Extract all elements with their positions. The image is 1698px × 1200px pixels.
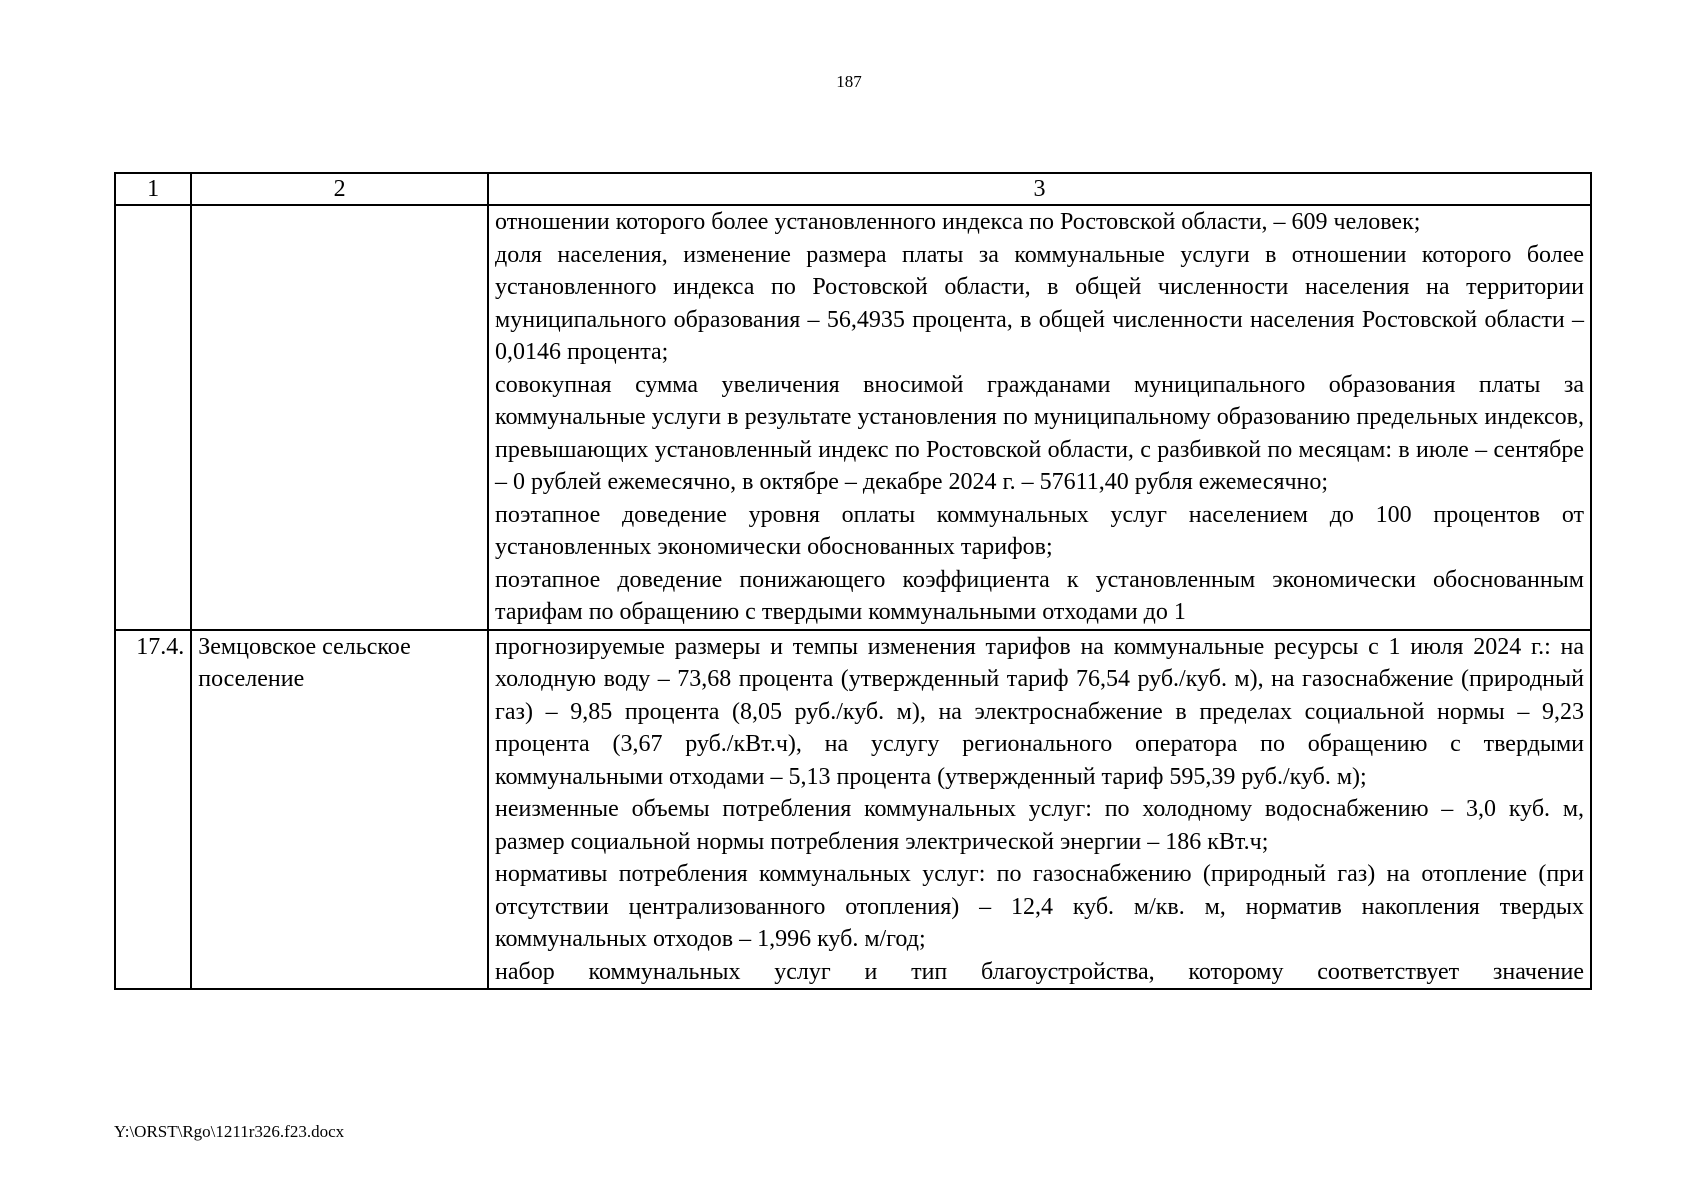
description-paragraph: поэтапное доведение уровня оплаты коммунальных услуг населением до 100 процентов от установленных экономически обоснованных тарифов; (495, 501, 1584, 560)
description-paragraph: набор коммунальных услуг и тип благоустройства, которому соответствует значение (495, 958, 1584, 985)
description-paragraph: неизменные объемы потребления коммунальных услуг: по холодному водоснабжению – 3,0 куб. м, размер социальной нормы потребления электрической энергии – 186 кВт.ч; (495, 796, 1584, 855)
description-paragraph: нормативы потребления коммунальных услуг: по газоснабжению (природный газ) на отопление (при отсутствии централизованного отопления) – 12,4 куб. м/кв. м, норматив накопления твердых коммунальных отходов – 1,996 куб. м/год; (495, 861, 1584, 952)
settlement-name-cell: Земцовское сельское поселение (191, 630, 488, 990)
page-number: 187 (836, 72, 862, 91)
row-number-cell (115, 205, 191, 630)
table-row (115, 630, 1591, 990)
document-table (114, 172, 1592, 990)
settlement-name-cell (191, 205, 488, 630)
column-header-3: 3 (488, 173, 1591, 205)
description-paragraph: доля населения, изменение размера платы за коммунальные услуги в отношении которого более установленного индекса по Ростовской области, в общей численности населения на территории муниципального образования – 56,4935 процента, в общей численности населения Ростовской области – 0,0146 процента; (495, 241, 1584, 365)
column-header-1: 1 (115, 173, 191, 205)
table-header-row (115, 173, 1591, 205)
description-cell (488, 630, 1591, 990)
description-paragraph: отношении которого более установленного индекса по Ростовской области, – 609 человек; (495, 209, 1421, 235)
description-paragraph: прогнозируемые размеры и темпы изменения тарифов на коммунальные ресурсы с 1 июля 2024 г.: на холодную воду – 73,68 процента (утвержденный тариф 76,54 руб./куб. м), на газоснабжение (природный газ) – 9,85 процента (8,05 руб./куб. м), на электроснабжение в пределах социальной нормы – 9,23 процента (3,67 руб./кВт.ч), на услугу регионального оператора по обращению с твердыми коммунальными отходами – 5,13 процента (утвержденный тариф 595,39 руб./куб. м); (495, 633, 1584, 790)
description-paragraph: поэтапное доведение понижающего коэффициента к установленным экономически обоснованным тарифам по обращению с твердыми коммунальными отходами до 1 (495, 566, 1584, 625)
file-path-footer: Y:\ORST\Rgo\1211r326.f23.docx (114, 1122, 345, 1141)
description-paragraph: совокупная сумма увеличения вносимой гражданами муниципального образования платы за коммунальные услуги в результате установления по муниципальному образованию предельных индексов, превышающих установленный индекс по Ростовской области, с разбивкой по месяцам: в июле – сентябре – 0 рублей ежемесячно, в октябре – декабре 2024 г. – 57611,40 рубля ежемесячно; (495, 371, 1584, 495)
column-header-2: 2 (191, 173, 488, 205)
description-cell (488, 205, 1591, 630)
row-number-cell: 17.4. (115, 630, 191, 990)
table-row (115, 205, 1591, 630)
